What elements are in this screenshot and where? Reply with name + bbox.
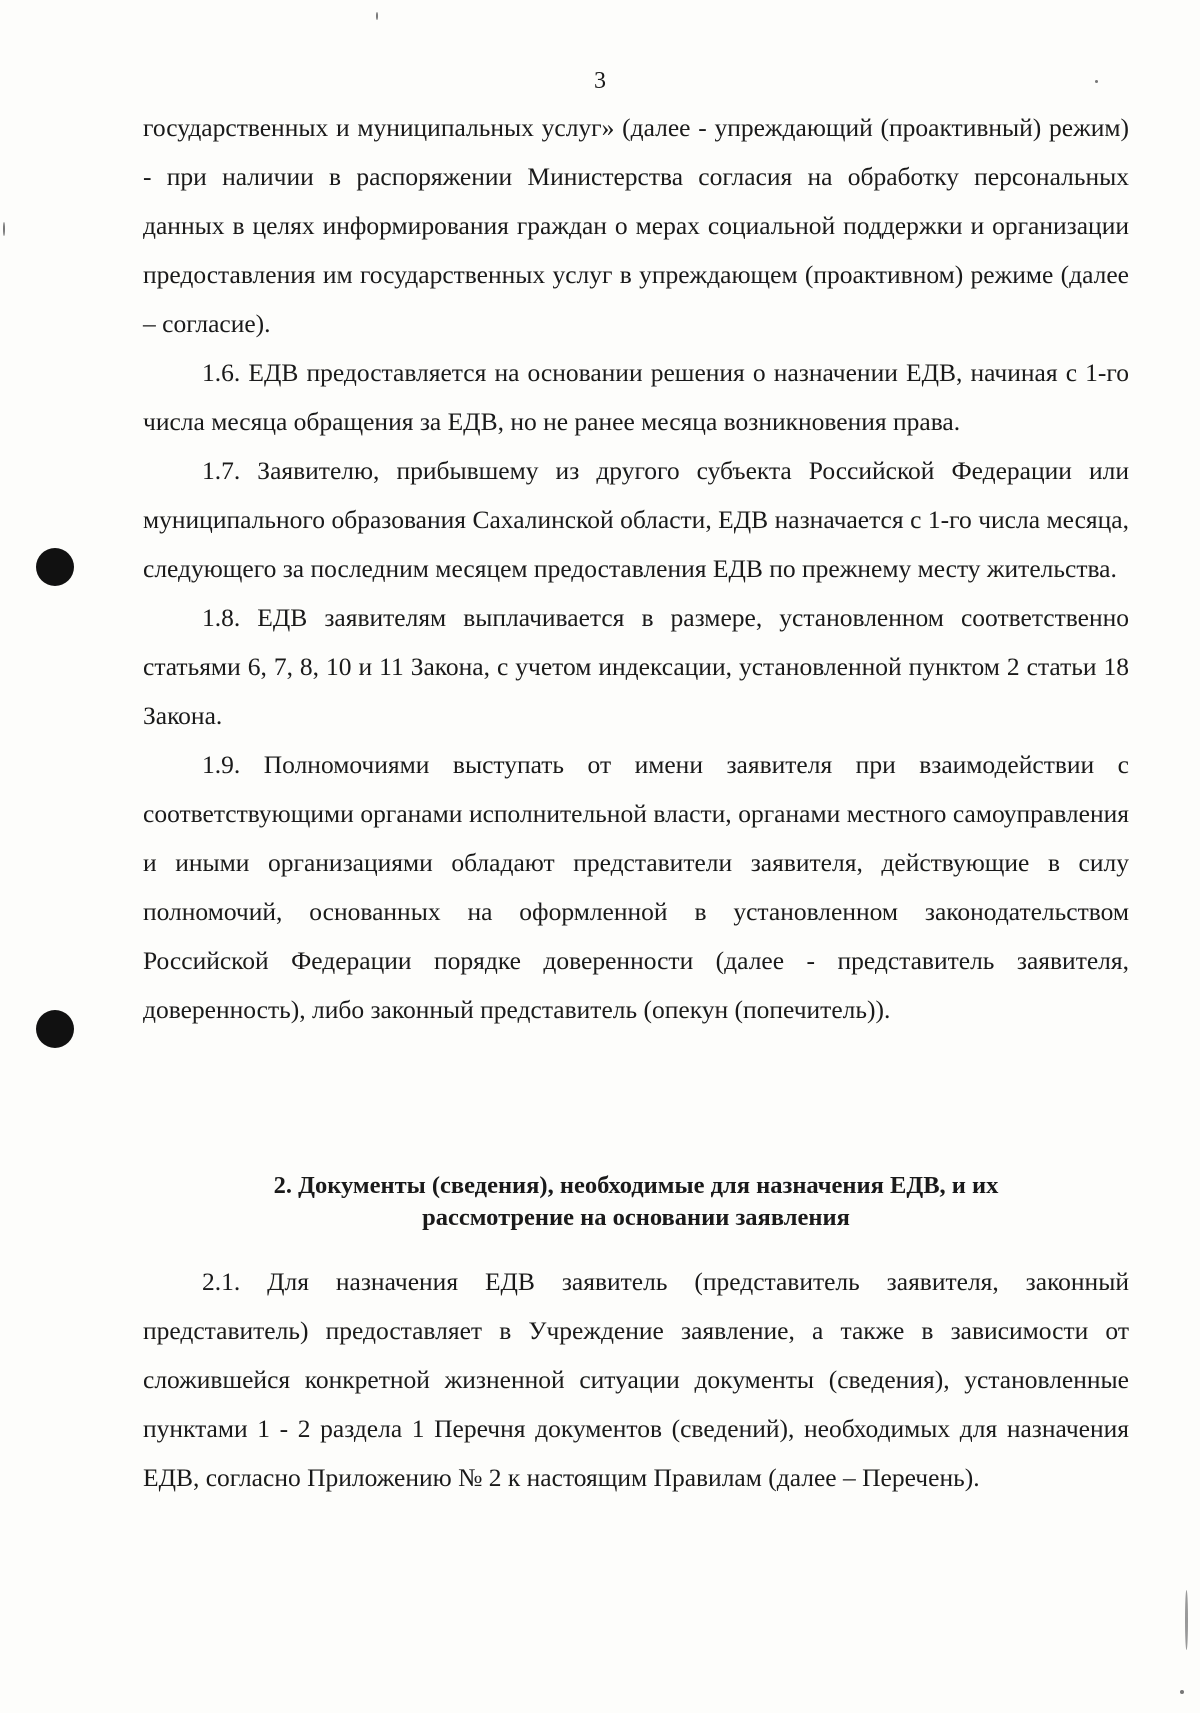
scan-speck	[1180, 1690, 1184, 1694]
section-2-heading	[143, 1170, 1129, 1234]
paragraph-1-6: 1.6. ЕДВ предоставляется на основании решения о назначении ЕДВ, начиная с 1-го числа месяца обращения за ЕДВ, но не ранее месяца возникновения права.	[143, 358, 1129, 436]
paragraph-continuation: государственных и муниципальных услуг» (далее - упреждающий (проактивный) режим) - при наличии в распоряжении Министерства согласия на обработку персональных данных в целях информирования граждан о мерах социальной поддержки и организации предоставления им государственных услуг в упреждающем (проактивном) режиме (далее – согласие).	[143, 113, 1129, 338]
body-text-block-2	[143, 1257, 1129, 1502]
section-heading-line-1: 2. Документы (сведения), необходимые для назначения ЕДВ, и их	[273, 1172, 999, 1199]
punch-hole-lower	[36, 1010, 74, 1048]
paragraph-1-7: 1.7. Заявителю, прибывшему из другого субъекта Российской Федерации или муниципального образования Сахалинской области, ЕДВ назначается с 1-го числа месяца, следующего за последним месяцем предоставления ЕДВ по прежнему месту жительства.	[143, 456, 1129, 583]
scan-speck	[3, 222, 5, 236]
section-heading-line-2: рассмотрение на основании заявления	[422, 1204, 850, 1231]
body-text-block-1	[143, 103, 1129, 1034]
punch-hole-upper	[36, 548, 74, 586]
page-number: 3	[594, 68, 606, 94]
paragraph-1-9: 1.9. Полномочиями выступать от имени заявителя при взаимодействии с соответствующими органами исполнительной власти, органами местного самоуправления и иными организациями обладают представители заявителя, действующие в силу полномочий, основанных на оформленной в установленном законодательством Российской Федерации порядке доверенности (далее - представитель заявителя, доверенность), либо законный представитель (опекун (попечитель)).	[143, 750, 1129, 1024]
paragraph-2-1: 2.1. Для назначения ЕДВ заявитель (представитель заявителя, законный представитель) предоставляет в Учреждение заявление, а также в зависимости от сложившейся конкретной жизненной ситуации документы (сведения), установленные пунктами 1 - 2 раздела 1 Перечня документов (сведений), необходимых для назначения ЕДВ, согласно Приложению № 2 к настоящим Правилам (далее – Перечень).	[143, 1267, 1129, 1492]
scan-speck	[1095, 80, 1098, 83]
paragraph-1-8: 1.8. ЕДВ заявителям выплачивается в размере, установленном соответственно статьями 6, 7, 8, 10 и 11 Закона, с учетом индексации, установленной пунктом 2 статьи 18 Закона.	[143, 603, 1129, 730]
scan-speck	[376, 12, 378, 20]
scan-edge-mark	[1185, 1590, 1188, 1650]
